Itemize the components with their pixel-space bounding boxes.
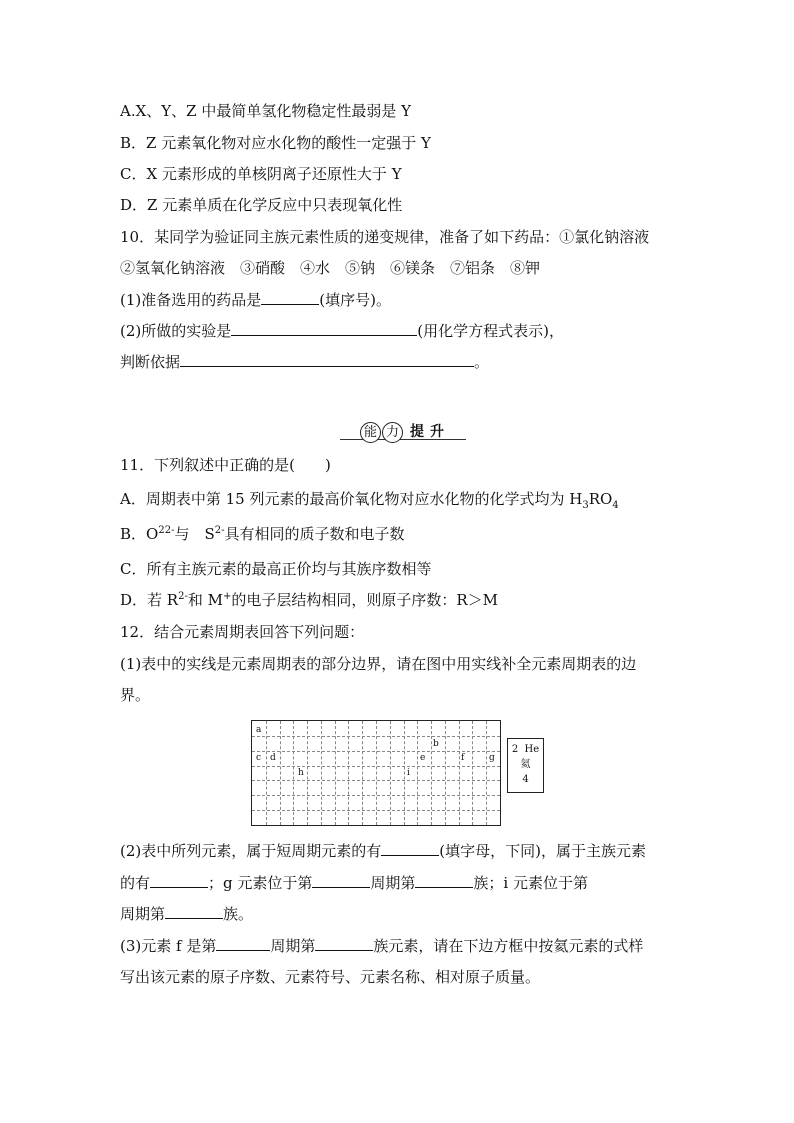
q11-b-sup3: 2- bbox=[214, 525, 225, 536]
table-letter-i: i bbox=[407, 768, 410, 778]
q11-d-mid: 和 M bbox=[187, 591, 223, 609]
grid-line bbox=[293, 721, 294, 825]
grid-line bbox=[445, 721, 446, 825]
grid-line bbox=[362, 721, 363, 825]
grid-line bbox=[472, 721, 473, 825]
q12-blank-g-period[interactable] bbox=[312, 873, 370, 888]
q10-part2-blank[interactable] bbox=[231, 321, 417, 336]
periodic-table-grid[interactable] bbox=[251, 720, 501, 826]
helium-name: 氦 bbox=[520, 759, 531, 770]
q12-p2-b: (填字母，下同)，属于主族元素 bbox=[439, 842, 646, 860]
q11-b-rest: 具有相同的质子数和电子数 bbox=[224, 525, 405, 543]
grid-line bbox=[376, 721, 377, 825]
q10-part1 bbox=[120, 289, 391, 311]
q10-part2-suffix: (用化学方程式表示)， bbox=[417, 322, 564, 340]
grid-line bbox=[280, 721, 281, 825]
q11-b-sup2: 2- bbox=[164, 525, 175, 536]
table-letter-g: g bbox=[489, 753, 495, 763]
grid-line bbox=[321, 721, 322, 825]
banner-disc-2: 力 bbox=[382, 422, 403, 443]
q9-option-c: C．X 元素形成的单核阴离子还原性大于 Y bbox=[120, 165, 402, 183]
grid-line bbox=[307, 721, 308, 825]
q12-p2-h: 族。 bbox=[223, 905, 254, 923]
q12-part3-line1 bbox=[120, 935, 643, 957]
table-letter-a: a bbox=[256, 725, 262, 735]
q12-blank-i-group[interactable] bbox=[165, 904, 223, 919]
q11-d-sup1: 2- bbox=[178, 591, 188, 602]
q11-d-rest: 的电子层结构相同，则原子序数：R＞M bbox=[231, 591, 499, 609]
q11-d-sup2: + bbox=[222, 591, 232, 602]
q12-p2-d: ；g 元素位于第 bbox=[208, 874, 313, 892]
grid-line bbox=[459, 721, 460, 825]
q11-b-mid: 与 S bbox=[174, 525, 215, 543]
q10-part1-suffix: (填序号)。 bbox=[319, 291, 391, 309]
helium-header bbox=[508, 742, 543, 757]
helium-element-box bbox=[507, 738, 544, 793]
grid-line bbox=[431, 721, 432, 825]
table-letter-b: b bbox=[433, 739, 439, 749]
q12-p2-c: 的有 bbox=[120, 874, 151, 892]
q12-stem: 12．结合元素周期表回答下列问题： bbox=[120, 623, 365, 641]
q12-part1-line2: 界。 bbox=[120, 686, 151, 704]
banner-title: 提升 bbox=[410, 424, 450, 440]
q12-p3-c: 族元素，请在下边方框中按氦元素的式样 bbox=[373, 937, 644, 955]
grid-line bbox=[390, 721, 391, 825]
q9-option-a: A.X、Y、Z 中最简单氢化物稳定性最弱是 Y bbox=[120, 102, 412, 120]
q11-stem: 11．下列叙述中正确的是( ) bbox=[120, 456, 331, 474]
table-letter-e: e bbox=[420, 753, 426, 763]
grid-line bbox=[335, 721, 336, 825]
banner-disc-1: 能 bbox=[360, 422, 381, 443]
q11-a-sub1: 3 bbox=[582, 500, 589, 511]
q11-a-text: A．周期表中第 15 列元素的最高价氧化物对应水化物的化学式均为 H bbox=[120, 490, 583, 508]
table-letter-f: f bbox=[461, 753, 465, 763]
q11-option-b bbox=[120, 523, 405, 545]
grid-line bbox=[404, 721, 405, 825]
q11-a-sub2: 4 bbox=[612, 500, 619, 511]
q12-part2-line1 bbox=[120, 840, 646, 862]
q12-p3-a: (3)元素 f 是第 bbox=[120, 937, 217, 955]
q12-blank-f-period[interactable] bbox=[216, 936, 270, 951]
q10-part3-suffix: 。 bbox=[474, 353, 490, 371]
q10-part3-prefix: 判断依据 bbox=[120, 353, 181, 371]
q10-part3-blank[interactable] bbox=[180, 352, 474, 367]
q11-option-c: C．所有主族元素的最高正价均与其族序数相等 bbox=[120, 560, 432, 578]
helium-symbol: He bbox=[524, 744, 540, 755]
q12-blank-g-group[interactable] bbox=[415, 873, 473, 888]
table-letter-h: h bbox=[298, 768, 304, 778]
q9-option-d: D．Z 元素单质在化学反应中只表现氧化性 bbox=[120, 196, 403, 214]
q12-p2-a: (2)表中所列元素，属于短周期元素的有 bbox=[120, 842, 382, 860]
q11-b-sup1: 2 bbox=[158, 525, 165, 536]
q10-part1-blank[interactable] bbox=[261, 290, 319, 305]
q9-option-b: B．Z 元素氧化物对应水化物的酸性一定强于 Y bbox=[120, 134, 431, 152]
section-banner bbox=[340, 420, 466, 444]
q12-blank-main-group[interactable] bbox=[150, 873, 208, 888]
helium-mass: 4 bbox=[522, 774, 529, 785]
q12-p3-b: 周期第 bbox=[270, 937, 316, 955]
q12-part1-line1: (1)表中的实线是元素周期表的部分边界，请在图中用实线补全元素周期表的边 bbox=[120, 655, 637, 673]
q11-option-d bbox=[120, 589, 498, 611]
q11-a-mid: RO bbox=[588, 490, 613, 508]
helium-number: 2 bbox=[511, 744, 519, 755]
q10-part3 bbox=[120, 351, 489, 373]
q12-part2-line3 bbox=[120, 903, 253, 925]
q12-part3-line2: 写出该元素的原子序数、元素符号、元素名称、相对原子质量。 bbox=[120, 968, 541, 986]
q11-b-o: B．O bbox=[120, 525, 159, 543]
q12-p2-e: 周期第 bbox=[370, 874, 416, 892]
q10-part2-prefix: (2)所做的实验是 bbox=[120, 322, 232, 340]
q12-p2-g: 周期第 bbox=[120, 905, 166, 923]
q12-p2-f: 族；i 元素位于第 bbox=[473, 874, 588, 892]
grid-line bbox=[266, 721, 267, 825]
grid-line bbox=[486, 721, 487, 825]
table-letter-d: d bbox=[270, 753, 276, 763]
q12-blank-f-group[interactable] bbox=[315, 936, 373, 951]
q10-part2 bbox=[120, 320, 564, 342]
q12-part2-line2 bbox=[120, 872, 588, 894]
q12-blank-short-period[interactable] bbox=[381, 841, 439, 856]
table-letter-c: c bbox=[256, 753, 262, 763]
q11-option-a bbox=[120, 488, 619, 510]
grid-line bbox=[417, 721, 418, 825]
q10-stem: 10．某同学为验证同主族元素性质的递变规律，准备了如下药品：①氯化钠溶液 bbox=[120, 228, 650, 246]
q11-d-prefix: D．若 R bbox=[120, 591, 179, 609]
q10-part1-prefix: (1)准备选用的药品是 bbox=[120, 291, 262, 309]
grid-line bbox=[348, 721, 349, 825]
q10-reagents: ②氢氧化钠溶液 ③硝酸 ④水 ⑤钠 ⑥镁条 ⑦铝条 ⑧钾 bbox=[120, 259, 541, 277]
